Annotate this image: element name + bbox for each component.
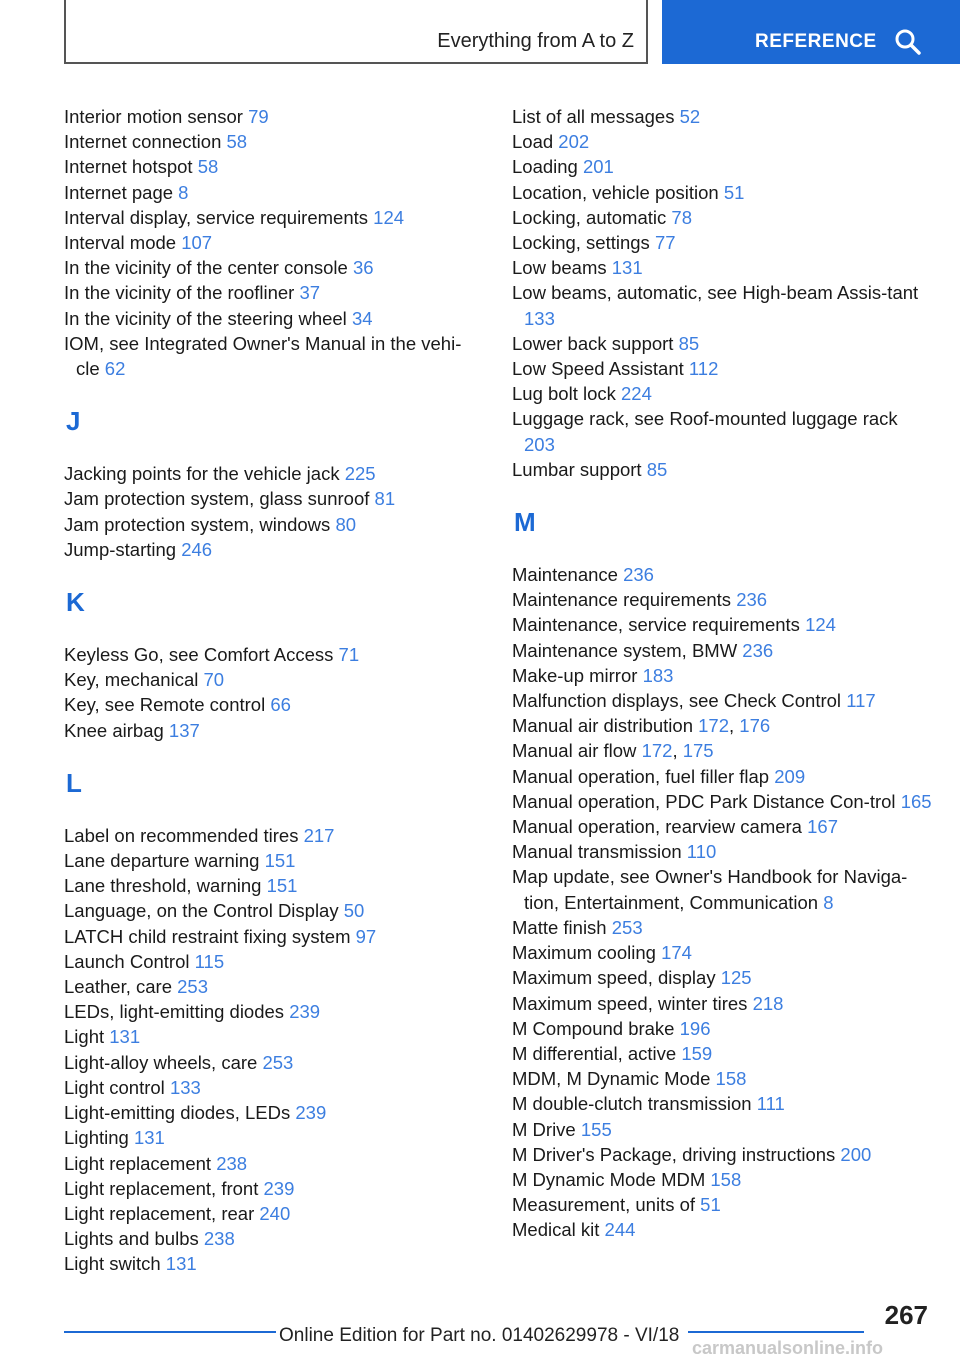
page-reference-link[interactable]: 244	[604, 1219, 636, 1241]
index-entry	[512, 688, 932, 713]
page-reference-link[interactable]: 225	[344, 463, 376, 485]
index-entry-text: Maximum speed, winter tires	[512, 992, 748, 1014]
index-entry-text: Lighting	[64, 1127, 129, 1149]
index-entry-text: Lower back support	[512, 332, 674, 354]
watermark: carmanualsonline.info	[692, 1338, 884, 1358]
index-entry-text: M differential, active	[512, 1042, 677, 1064]
index-entry-text: Manual air flow	[512, 740, 637, 762]
page-reference-link[interactable]: 124	[373, 206, 405, 228]
page-reference-link[interactable]: 85	[646, 458, 668, 480]
index-entry	[64, 718, 484, 743]
index-entry	[64, 949, 484, 974]
index-entry	[512, 255, 932, 280]
footer-rule-left	[64, 1331, 276, 1333]
index-entry	[512, 154, 932, 179]
header-section-box	[64, 0, 648, 64]
index-entry	[64, 104, 484, 129]
index-entry	[512, 562, 932, 587]
page-reference-link[interactable]: 117	[846, 690, 876, 712]
index-entry-text: In the vicinity of the center console	[64, 257, 348, 279]
index-entry-text: Internet page	[64, 181, 174, 203]
index-entry-text: Manual operation, PDC Park Distance Con‐trol	[512, 790, 896, 812]
index-entry-text: Locking, automatic	[512, 206, 667, 228]
index-entry	[64, 1201, 484, 1226]
page-reference-link[interactable]: 79	[248, 106, 269, 127]
page-reference-link[interactable]: 85	[678, 332, 700, 354]
index-entry	[512, 1066, 932, 1091]
index-entry-text: Key, see Remote control	[64, 694, 266, 716]
index-entry-text: Maximum speed, display	[512, 967, 716, 989]
index-entry-text: Light replacement, rear	[64, 1202, 255, 1224]
page-reference-link[interactable]: 51	[700, 1194, 721, 1216]
page-reference-link[interactable]: 165	[900, 790, 932, 812]
index-entry-text: Maintenance system, BMW	[512, 639, 738, 661]
page-reference-link[interactable]: 236	[736, 589, 768, 611]
index-entry	[512, 230, 932, 255]
index-entry	[64, 1024, 484, 1049]
index-entry	[512, 814, 932, 839]
index-entry	[512, 205, 932, 230]
index-entry-text: LATCH child restraint fixing system	[64, 925, 351, 947]
page-reference-link[interactable]: 183	[642, 664, 674, 686]
index-entry-text: Interval display, service requirements	[64, 206, 369, 228]
index-entry-text: Light replacement	[64, 1152, 212, 1174]
page-reference-link[interactable]: 58	[226, 131, 248, 153]
page-reference-link[interactable]: 224	[621, 383, 652, 405]
page-reference-link[interactable]: 253	[611, 916, 643, 938]
index-entry-text: M Driver's Package, driving instructions	[512, 1143, 836, 1165]
index-entry	[512, 789, 932, 814]
index-entry	[64, 1100, 484, 1125]
index-entry	[512, 991, 932, 1016]
index-entry-text: MDM, M Dynamic Mode	[512, 1068, 711, 1090]
index-entry-text: Light-alloy wheels, care	[64, 1051, 258, 1073]
index-letter-heading: M	[514, 507, 536, 538]
index-entry	[512, 587, 932, 612]
index-entry	[512, 1167, 932, 1192]
index-entry	[512, 1142, 932, 1167]
page-reference-link[interactable]: 158	[715, 1068, 747, 1090]
index-entry-text: Light-emitting diodes, LEDs	[64, 1102, 291, 1124]
page-reference-link[interactable]: 131	[133, 1127, 165, 1149]
index-entry-text: M double-clutch transmission	[512, 1093, 752, 1115]
page-reference-link[interactable]: 124	[805, 614, 836, 636]
index-entry	[512, 104, 932, 129]
page-reference-link[interactable]: 217	[303, 824, 335, 846]
index-entry	[64, 1176, 484, 1201]
index-entry-text: M Drive	[512, 1118, 576, 1140]
page-reference-link[interactable]: 77	[654, 232, 676, 254]
index-entry	[512, 331, 932, 356]
index-entry	[64, 280, 484, 305]
page-reference-link[interactable]: 111	[756, 1093, 785, 1115]
index-entry	[64, 461, 484, 486]
index-entry-text: Lug bolt lock	[512, 383, 616, 405]
index-entry-text: Low Speed Assistant	[512, 358, 684, 380]
page-reference-link[interactable]: 80	[335, 513, 357, 535]
index-entry-text: Medical kit	[512, 1219, 600, 1241]
index-entry-text: Knee airbag	[64, 719, 164, 741]
index-entry	[64, 974, 484, 999]
page-reference-link[interactable]: 133	[169, 1076, 201, 1098]
index-entry-text: Locking, settings	[512, 232, 650, 254]
index-entry-text: Label on recommended tires	[64, 824, 299, 846]
reference-tab-label: REFERENCE	[755, 31, 877, 52]
page-reference-link[interactable]: 239	[289, 1001, 321, 1023]
index-entry	[512, 1192, 932, 1217]
index-column-right	[512, 104, 932, 1243]
index-entry	[64, 848, 484, 873]
page-reference-link[interactable]: 97	[355, 925, 377, 947]
page-reference-link[interactable]: 196	[679, 1017, 711, 1039]
footer-rule-right	[688, 1331, 864, 1333]
index-entry-text: Map update, see Owner's Handbook for Naviga‐tion, Entertainment, Communication	[512, 866, 908, 913]
page-reference-link[interactable]: 167	[807, 816, 838, 838]
index-entry	[64, 692, 484, 717]
index-entry-text: Low beams	[512, 257, 607, 279]
page-reference-link[interactable]: 70	[203, 669, 225, 691]
index-entry	[64, 1226, 484, 1251]
page-reference-link[interactable]: 125	[720, 967, 752, 989]
index-entry	[512, 180, 932, 205]
index-entry	[64, 924, 484, 949]
page-reference-link[interactable]: 200	[840, 1143, 872, 1165]
page-reference-link[interactable]: 131	[109, 1026, 141, 1048]
index-entry	[512, 129, 932, 154]
page-reference-link[interactable]: 238	[216, 1152, 248, 1174]
page-reference-link[interactable]: 36	[352, 257, 374, 279]
index-entry	[512, 1041, 932, 1066]
page-reference-link[interactable]: 218	[752, 992, 784, 1014]
page-reference-link[interactable]: 158	[710, 1168, 742, 1190]
index-entry	[512, 663, 932, 688]
index-entry-text: Low beams, automatic, see High-beam Assis‐tant	[512, 282, 919, 304]
index-entry	[512, 864, 932, 914]
page-reference-link[interactable]: 203	[524, 433, 555, 455]
page-reference-link[interactable]: 34	[351, 307, 373, 329]
page-reference-link[interactable]: 71	[338, 644, 360, 666]
index-entry-text: LEDs, light-emitting diodes	[64, 1001, 285, 1023]
index-entry-text: Manual operation, fuel filler flap	[512, 765, 770, 787]
index-entry-text: In the vicinity of the roofliner	[64, 282, 295, 304]
index-entry-text: Jacking points for the vehicle jack	[64, 463, 340, 485]
index-entry	[64, 1151, 484, 1176]
page-reference-link[interactable]: 131	[165, 1253, 197, 1275]
page-reference-link[interactable]: 209	[774, 765, 806, 787]
index-entry-text: Matte finish	[512, 916, 607, 938]
index-entry-text: Luggage rack, see Roof-mounted luggage rack	[512, 408, 898, 430]
index-entry-text: Malfunction displays, see Check Control	[512, 690, 842, 712]
index-entry: Manual air flow 172, 175	[512, 740, 714, 762]
page-reference-link[interactable]: 62	[104, 358, 126, 380]
page-reference-link[interactable]: 137	[168, 719, 200, 741]
page-reference-link[interactable]: 240	[259, 1202, 291, 1224]
index-entry-text: In the vicinity of the steering wheel	[64, 307, 347, 329]
page-reference-link[interactable]: 50	[343, 900, 365, 922]
page-reference-link[interactable]: 238	[203, 1228, 235, 1250]
index-entry	[64, 306, 484, 331]
index-entry	[64, 1125, 484, 1150]
index-entry-text: Jam protection system, glass sunroof	[64, 488, 370, 510]
index-entry	[512, 1091, 932, 1116]
index-entry-text: Interval mode	[64, 232, 177, 254]
index-entry	[512, 638, 932, 663]
index-entry	[64, 999, 484, 1024]
index-entry-text: M Dynamic Mode MDM	[512, 1168, 706, 1190]
index-entry	[64, 331, 484, 381]
page-reference-link[interactable]: 37	[299, 282, 321, 304]
index-entry	[64, 154, 484, 179]
index-entry-text: Maximum cooling	[512, 942, 656, 964]
index-entry	[512, 406, 932, 456]
index-entry-text: Internet hotspot	[64, 156, 193, 178]
page-reference-link[interactable]: 110	[686, 841, 717, 863]
index-column-left	[64, 104, 484, 1277]
index-entry-text: Language, on the Control Display	[64, 900, 339, 922]
page-reference-link[interactable]: 58	[197, 156, 219, 178]
page-reference-link[interactable]: 174	[661, 942, 692, 964]
page-reference-link[interactable]: 115	[194, 950, 225, 972]
index-entry	[512, 915, 932, 940]
index-entry	[512, 1117, 932, 1142]
index-entry	[64, 486, 484, 511]
index-entry	[512, 965, 932, 990]
index-entry	[512, 381, 932, 406]
reference-tab[interactable]	[662, 0, 960, 64]
page-reference-link[interactable]: 172	[698, 715, 729, 737]
index-entry-text: Maintenance requirements	[512, 589, 732, 611]
page-reference-link[interactable]: 253	[177, 976, 209, 998]
index-entry-text: Key, mechanical	[64, 669, 199, 691]
page-reference-link[interactable]: 201	[582, 156, 614, 178]
page-number: 267	[884, 1300, 928, 1330]
index-entry	[64, 205, 484, 230]
page-reference-link[interactable]: 8	[178, 181, 189, 203]
page-reference-link[interactable]: 78	[671, 206, 692, 228]
index-entry	[512, 356, 932, 381]
index-entry-text: Maintenance	[512, 564, 618, 586]
index-entry-text: Manual transmission	[512, 841, 682, 863]
index-entry-text: Light	[64, 1026, 105, 1048]
page-reference-link[interactable]: 151	[264, 850, 296, 872]
index-entry-text: Lights and bulbs	[64, 1228, 199, 1250]
index-entry	[64, 129, 484, 154]
index-entry-text: Manual operation, rearview camera	[512, 816, 802, 838]
page-reference-link[interactable]: 253	[262, 1051, 294, 1073]
search-icon[interactable]	[894, 28, 922, 56]
index-entry	[64, 512, 484, 537]
index-entry	[64, 1251, 484, 1276]
page-reference-link[interactable]: 239	[263, 1177, 295, 1199]
index-entry-text: Launch Control	[64, 950, 190, 972]
section-title: Everything from A to Z	[437, 30, 634, 52]
page-reference-link[interactable]: 159	[681, 1042, 713, 1064]
index-entry	[64, 1050, 484, 1075]
index-entry-text: Location, vehicle position	[512, 181, 719, 203]
index-entry	[64, 1075, 484, 1100]
index-entry-text: M Compound brake	[512, 1017, 675, 1039]
page-reference-link[interactable]: 172	[641, 740, 673, 762]
index-entry-text: Load	[512, 131, 554, 153]
index-entry-text: Make-up mirror	[512, 664, 638, 686]
index-entry-text: Leather, care	[64, 976, 172, 998]
index-entry-text: Interior motion sensor	[64, 106, 243, 127]
index-entry	[64, 537, 484, 562]
index-letter-heading: L	[66, 767, 82, 798]
page-reference-link[interactable]: 81	[374, 488, 396, 510]
page-reference-link[interactable]: 51	[723, 181, 745, 203]
index-entry	[512, 612, 932, 637]
index-entry	[512, 1217, 932, 1242]
index-entry-text: Light switch	[64, 1253, 161, 1275]
index-letter-heading: J	[66, 406, 81, 437]
index-entry	[64, 667, 484, 692]
page-reference-link[interactable]: 8	[823, 891, 834, 913]
index-entry-text: Maintenance, service requirements	[512, 614, 800, 636]
index-entry	[64, 823, 484, 848]
page-reference-link[interactable]: 175	[682, 740, 714, 762]
index-entry	[512, 940, 932, 965]
index-entry	[64, 642, 484, 667]
page-reference-link[interactable]: 131	[611, 257, 643, 279]
index-entry-text: Internet connection	[64, 131, 222, 153]
index-entry	[512, 839, 932, 864]
index-entry-text: List of all messages	[512, 106, 675, 127]
page-reference-link[interactable]: 155	[580, 1118, 612, 1140]
index-entry-text: Light replacement, front	[64, 1177, 259, 1199]
index-entry-text: Lane departure warning	[64, 850, 260, 872]
page-reference-link[interactable]: 246	[181, 538, 213, 560]
index-entry-text: IOM, see Integrated Owner's Manual in the vehi‐cle	[64, 332, 462, 380]
page-reference-link[interactable]: 107	[181, 232, 213, 254]
index-entry	[64, 255, 484, 280]
index-entry	[64, 898, 484, 923]
edition-text: Online Edition for Part no. 01402629978 - VI/18	[279, 1325, 680, 1346]
index-entry: Manual air distribution 172, 176	[512, 715, 771, 737]
page-reference-link[interactable]: 236	[742, 639, 774, 661]
index-entry-text: Measurement, units of	[512, 1194, 696, 1216]
index-entry	[512, 764, 932, 789]
page-reference-link[interactable]: 52	[679, 106, 701, 127]
index-entry	[512, 457, 932, 482]
page-reference-link[interactable]: 133	[524, 307, 555, 329]
index-entry	[64, 230, 484, 255]
page-reference-link[interactable]: 66	[270, 694, 291, 716]
index-entry	[64, 873, 484, 898]
index-entry-text: Jump-starting	[64, 538, 177, 560]
index-entry-text: Lane threshold, warning	[64, 875, 262, 897]
index-entry-text: Light control	[64, 1076, 165, 1098]
page-reference-link[interactable]: 202	[558, 131, 590, 153]
index-letter-heading: K	[66, 587, 85, 618]
index-entry	[512, 1016, 932, 1041]
index-entry	[64, 180, 484, 205]
page-reference-link[interactable]: 176	[739, 715, 771, 737]
index-entry-text: Manual air distribution	[512, 715, 693, 737]
page-reference-link[interactable]: 112	[688, 358, 719, 380]
index-entry-text: Loading	[512, 156, 578, 178]
index-entry-text: Keyless Go, see Comfort Access	[64, 644, 334, 666]
index-entry-text: Lumbar support	[512, 458, 642, 480]
index-entry	[512, 280, 932, 330]
page-reference-link[interactable]: 151	[266, 875, 298, 897]
page-reference-link[interactable]: 239	[295, 1102, 327, 1124]
index-entry-text: Jam protection system, windows	[64, 513, 331, 535]
page-reference-link[interactable]: 236	[623, 564, 654, 586]
